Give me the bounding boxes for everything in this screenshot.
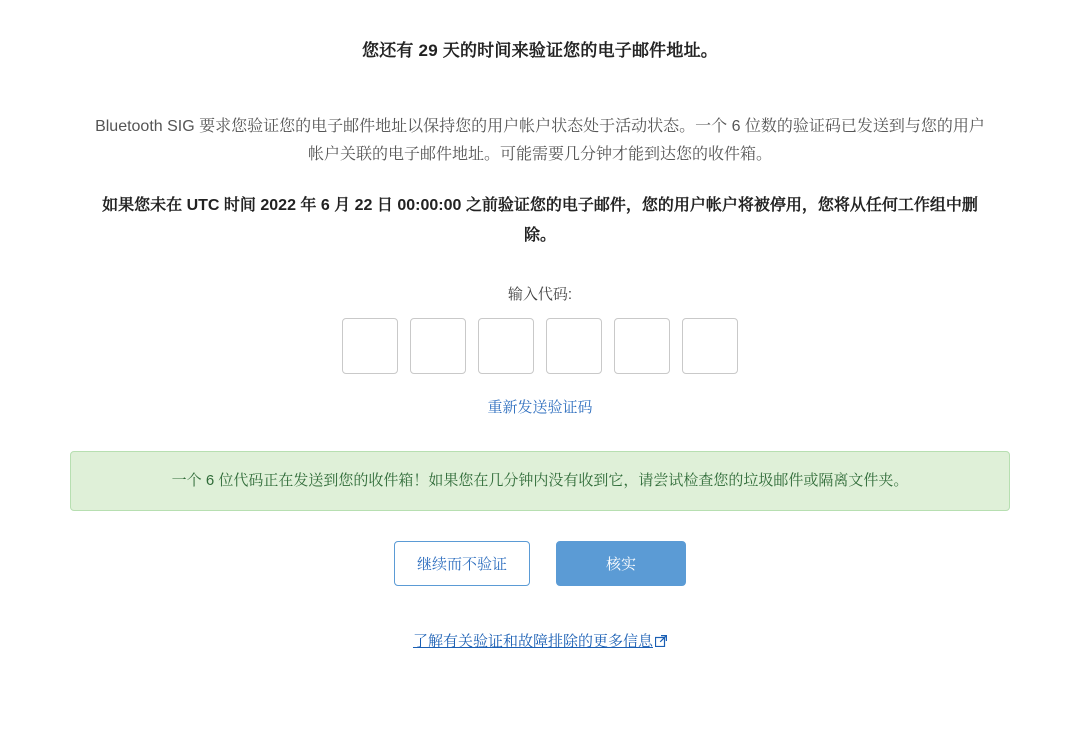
code-digit-input-1[interactable] bbox=[342, 318, 398, 374]
intro-text: Bluetooth SIG 要求您验证您的电子邮件地址以保持您的用户帐户状态处于活动状态。一个 6 位数的验证码已发送到与您的用户帐户关联的电子邮件地址。可能需要几分钟才能到达您的收件箱。 bbox=[95, 118, 985, 163]
learn-more-link-label: 了解有关验证和故障排除的更多信息 bbox=[412, 633, 653, 650]
verify-button[interactable]: 核实 bbox=[556, 541, 686, 586]
external-link-icon bbox=[655, 634, 667, 651]
action-buttons bbox=[40, 541, 1040, 586]
code-digit-input-2[interactable] bbox=[410, 318, 466, 374]
learn-more-link[interactable] bbox=[413, 633, 667, 650]
footer-row bbox=[40, 630, 1040, 651]
code-sent-alert: 一个 6 位代码正在发送到您的收件箱！如果您在几分钟内没有收到它，请尝试检查您的垃圾邮件或隔离文件夹。 bbox=[70, 451, 1010, 511]
verification-page bbox=[0, 36, 1080, 737]
code-input-label: 输入代码: bbox=[507, 286, 573, 303]
continue-without-verify-button[interactable]: 继续而不验证 bbox=[394, 541, 530, 586]
code-digit-input-3[interactable] bbox=[478, 318, 534, 374]
page-title: 您还有 29 天的时间来验证您的电子邮件地址。 bbox=[362, 41, 718, 60]
code-digit-input-4[interactable] bbox=[546, 318, 602, 374]
code-digit-input-5[interactable] bbox=[614, 318, 670, 374]
deadline-warning-text: 如果您未在 UTC 时间 2022 年 6 月 22 日 00:00:00 之前验证您的电子邮件，您的用户帐户将被停用，您将从任何工作组中删除。 bbox=[102, 197, 978, 244]
resend-code-link[interactable]: 重新发送验证码 bbox=[487, 399, 593, 416]
code-digit-input-6[interactable] bbox=[682, 318, 738, 374]
resend-row bbox=[40, 396, 1040, 417]
verification-code-inputs bbox=[40, 318, 1040, 374]
